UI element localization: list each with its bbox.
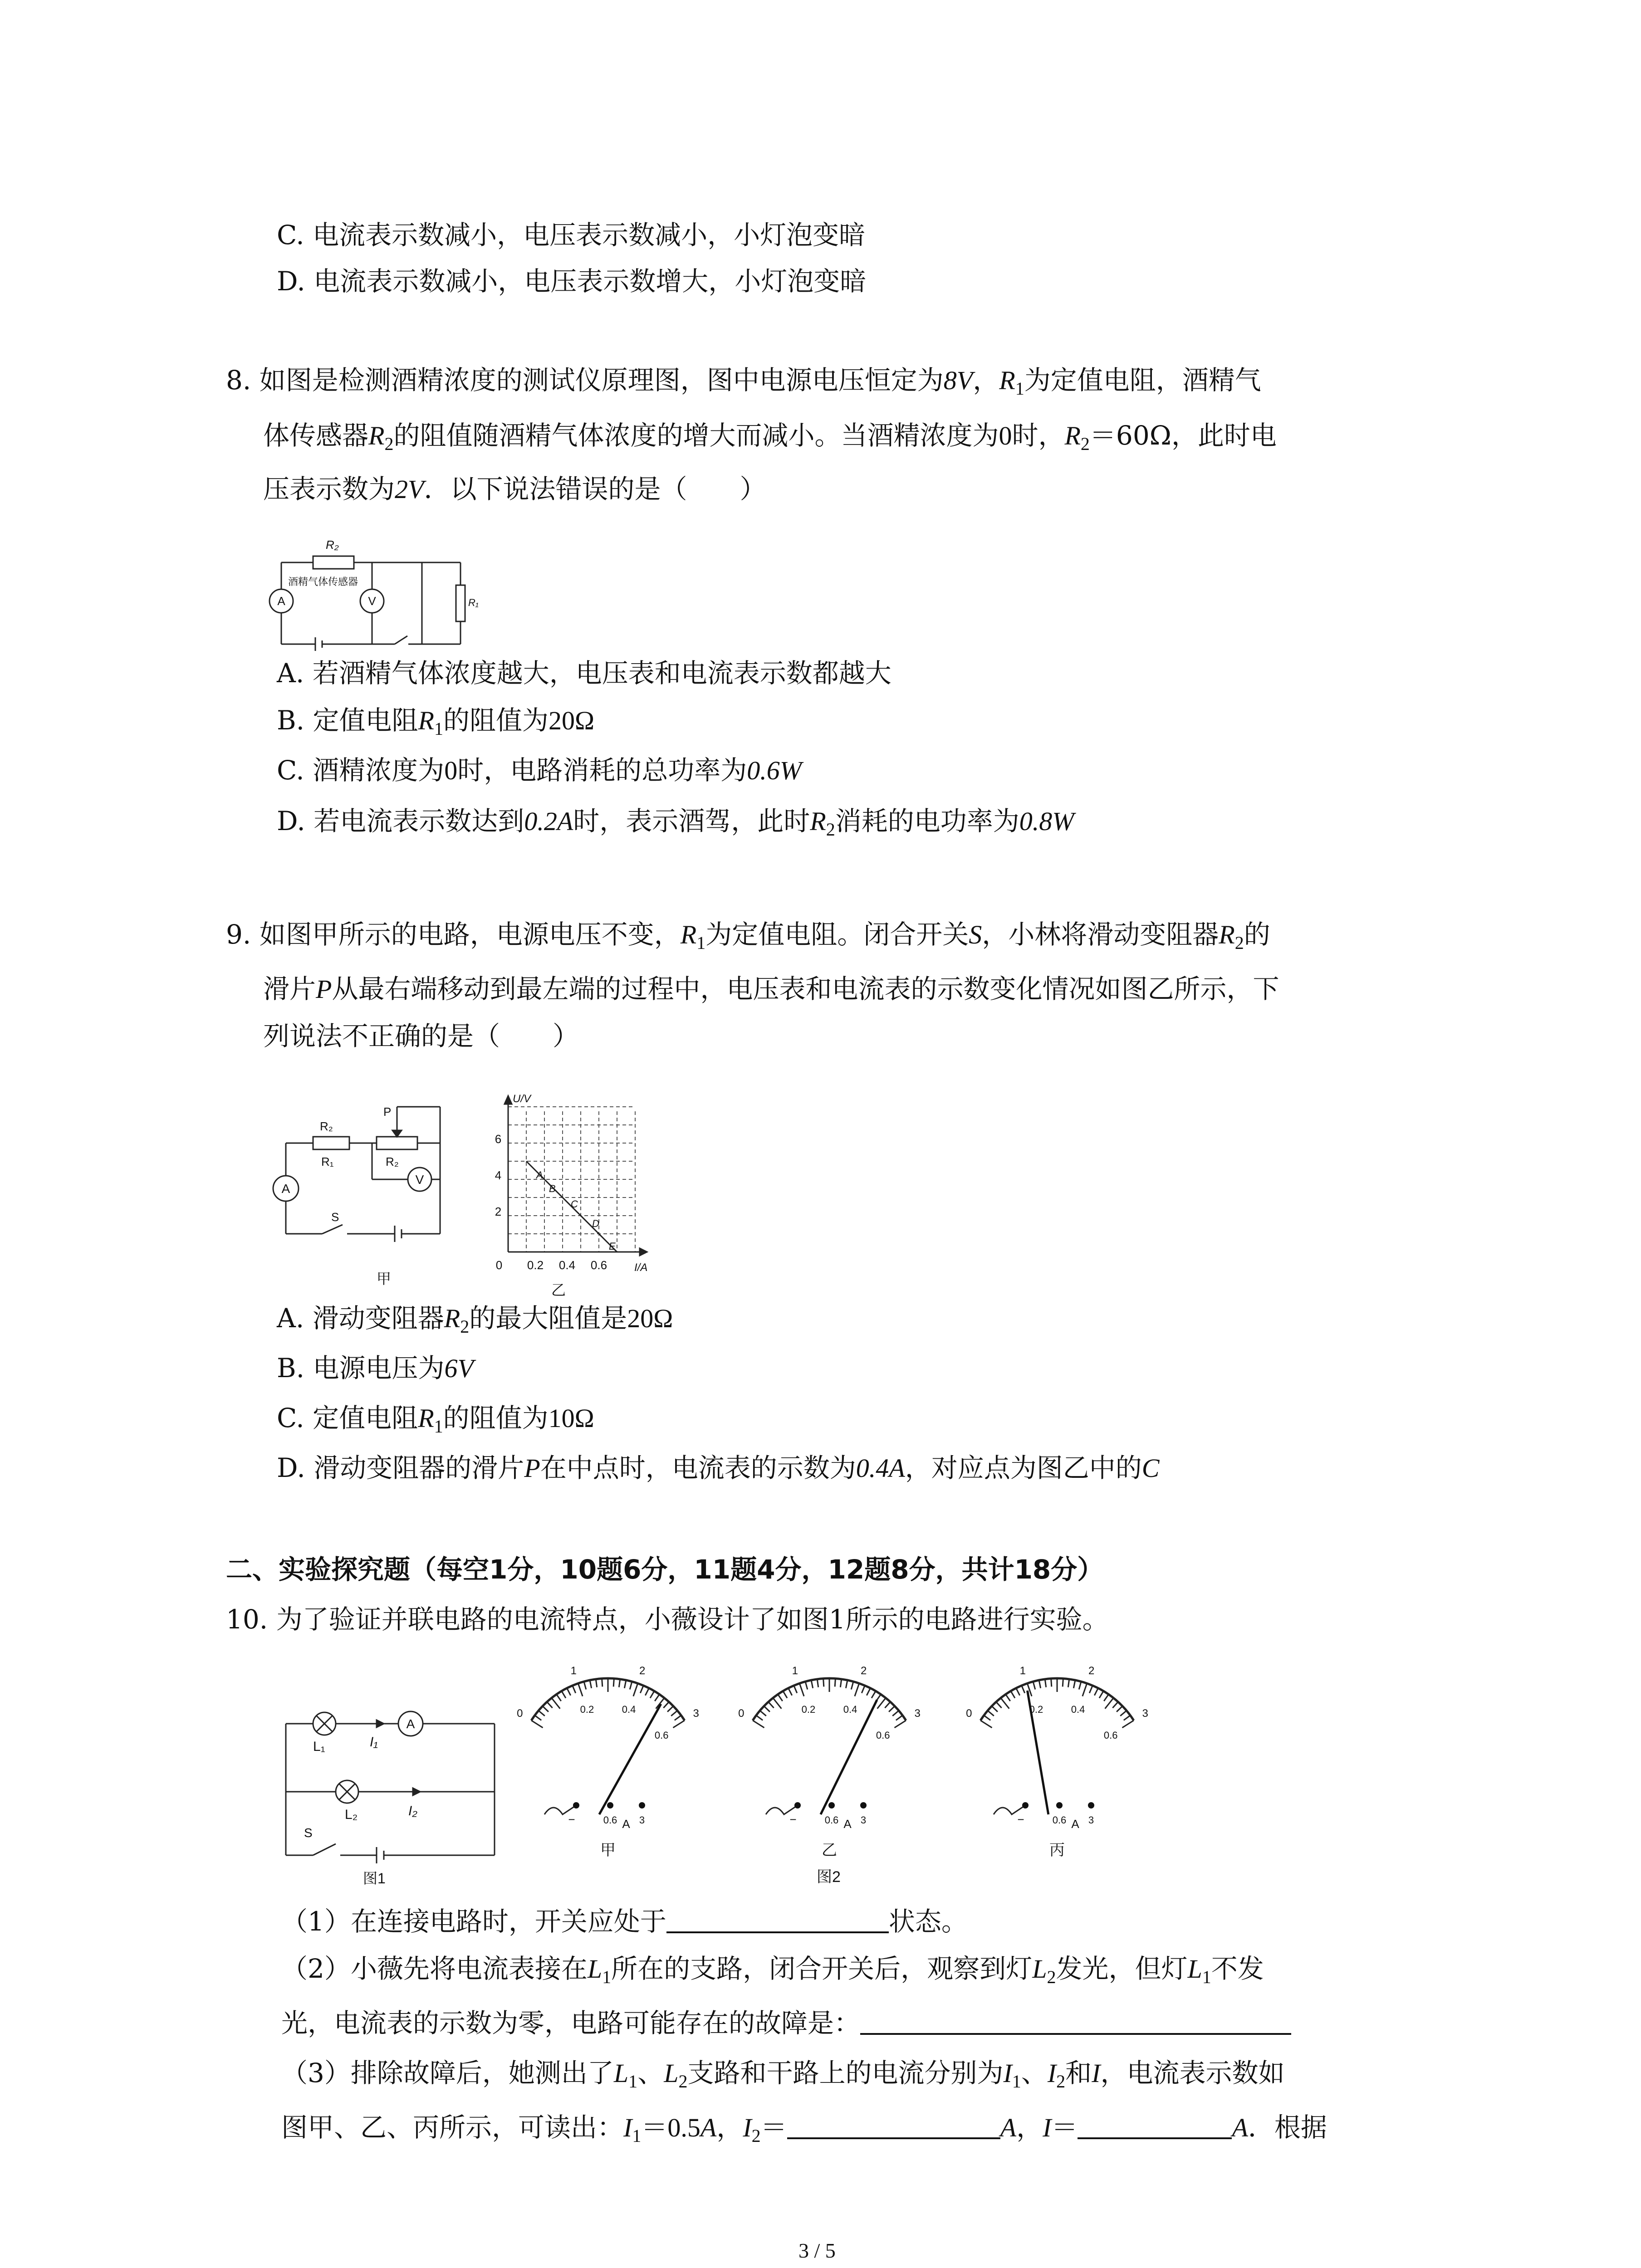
dial-tick [1099,1691,1103,1698]
dial-tick [896,1716,903,1721]
q10-fig1-l2-label: L₂ [345,1807,358,1822]
q9-graph-point-a: A [536,1169,543,1181]
dial-tick [1068,1679,1069,1687]
dial-tick [851,1681,853,1689]
dial-needle [599,1704,661,1814]
dial-tick [1033,1681,1035,1689]
terminal-minus [1022,1802,1029,1809]
q9-graph-xtick-06: 0.6 [590,1258,607,1272]
dial-tick [1006,1694,1010,1701]
dial-tick [596,1679,597,1687]
q10-part3-line2: 图甲、乙、丙所示，可读出：$I_1=0.5A$，$I_2= A$，I＝ A．根据 [281,2112,1327,2146]
dial-tick [640,1686,643,1693]
q10-ammeter-dial [531,1678,685,1814]
dial-outer-label: 1 [792,1664,798,1677]
q8-fig-voltmeter-label: V [368,594,376,608]
q10-fig1-l1-label: L₁ [313,1739,325,1754]
dial-tick [602,1678,603,1686]
q9-fig-r2-label: R₂ [386,1155,399,1168]
terminal-06 [828,1802,835,1809]
q7-option-c: C. 电流表示数减小，电压表示数减小，小灯泡变暗 [277,220,866,250]
dial-tick [1112,1702,1118,1708]
dial-tick [1022,1686,1025,1693]
dial-tick [557,1694,561,1701]
dial-tick [1045,1679,1046,1687]
q10-meter-bing-caption: 丙 [1049,1842,1065,1859]
terminal-3 [639,1802,645,1809]
terminal-3 [860,1802,867,1809]
dial-tick [1001,1698,1009,1709]
dial-outer-label: 2 [639,1664,646,1677]
dial-tick [590,1680,592,1688]
q10-figure1-circuit [277,1696,504,1887]
q8-fig-r1-label: R₁ [468,597,479,608]
dial-tick [584,1681,586,1689]
dial-tick [552,1698,560,1709]
q9-graph-ylabel: U/V [513,1093,531,1105]
dial-tick [624,1680,626,1688]
dial-inner-label: 0.4 [843,1703,857,1715]
dial-tick [633,1683,638,1696]
dial-outer-label: 0 [517,1707,523,1720]
q9-circuit-diagram-jia [263,1098,454,1288]
dial-tick [811,1680,813,1688]
q9-stem-line2: 滑片P从最右端移动到最左端的过程中，电压表和电流表的示数变化情况如图乙所示，下 [263,973,1279,1004]
q10-ammeter-dial [980,1678,1134,1814]
dial-tick [1073,1680,1075,1688]
terminal-3-label: 3 [639,1814,645,1826]
dial-tick [778,1694,783,1701]
q10-figure2-meters [504,1660,1211,1860]
dial-tick [984,1716,991,1721]
q9-graph-xlabel: I/A [634,1261,648,1274]
q9-graph-yi [490,1089,671,1302]
dial-inner-label: 0.4 [1071,1703,1085,1715]
dial-tick [1083,1683,1087,1696]
dial-tick [996,1702,1002,1708]
dial-inner-label: 0.6 [654,1729,669,1741]
q8-fig-sensor-label: 酒精气体传感器 [288,576,358,587]
q9-fig-ammeter-label: A [281,1182,290,1196]
dial-inner-label: 0.6 [876,1729,890,1741]
dial-tick [895,1721,906,1728]
q8-fig-ammeter-label: A [277,594,285,608]
dial-tick [1051,1678,1052,1686]
dial-tick [817,1679,818,1687]
q9-graph-ytick-4: 4 [495,1168,502,1182]
dial-tick [619,1679,620,1687]
q9-fig-voltmeter-label: V [415,1173,424,1187]
dial-tick [655,1694,659,1701]
dial-inner-label: 0.2 [801,1703,816,1715]
q8-stem-line1: 8. 如图是检测酒精浓度的测试仪原理图，图中电源电压恒定为8V，$R_1$为定值电阻，酒精气 [226,365,1261,399]
dial-tick [650,1691,654,1698]
dial-tick [671,1711,677,1716]
q9-graph-ytick-2: 2 [495,1205,502,1218]
dial-tick [547,1702,553,1708]
dial-tick [789,1688,792,1696]
section-2-heading: 二、实验探究题（每空1分，10题6分，11题4分，12题8分，共计18分） [226,1554,1104,1585]
dial-tick [783,1691,787,1698]
q8-option-c: C. 酒精浓度为0时，电路消耗的总功率为0.6W [277,755,802,786]
q8-stem-line2: 体传感器$R_2$的阻值随酒精气体浓度的增大而减小。当酒精浓度为0时，$R_2=60\Omega$，此时电 [263,420,1277,454]
q9-graph-ytick-6: 6 [495,1132,502,1146]
terminal-unit-label: A [843,1817,852,1831]
terminal-minus [794,1802,801,1809]
q9-graph-point-b: B [549,1183,556,1194]
dial-outer-label: 2 [860,1664,867,1677]
q9-fig-s-label: S [331,1210,339,1224]
q9-fig-yi-caption: 乙 [551,1282,566,1298]
terminal-3 [1088,1802,1094,1809]
dial-tick [1089,1686,1092,1693]
dial-tick [1079,1681,1081,1689]
q10-ammeter-dial [753,1678,906,1814]
q8-fig-r2-label: R₂ [326,538,339,552]
q9-graph-point-e: E [609,1241,616,1252]
dial-outer-label: 1 [1019,1664,1026,1677]
q10-part3-line1: （3）排除故障后，她测出了$L_1$、$L_2$支路和干路上的电流分别为$I_1$、$I_2$和I，电流表示数如 [281,2058,1285,2092]
dial-tick [885,1702,890,1708]
dial-tick [675,1716,681,1721]
dial-tick [1016,1688,1020,1696]
terminal-minus-label: − [1017,1813,1024,1826]
dial-outer-label: 0 [966,1707,972,1720]
dial-outer-label: 3 [914,1707,921,1720]
dial-tick [980,1721,992,1728]
q10-part1-blank[interactable] [666,1906,889,1933]
dial-tick [756,1716,763,1721]
q9-graph-xtick-04: 0.4 [558,1258,576,1272]
dial-inner-label: 0.6 [1103,1729,1118,1741]
q10-fig1-s-label: S [304,1826,313,1840]
terminal-minus-label: − [789,1813,797,1826]
dial-tick [535,1716,542,1721]
dial-tick [846,1680,847,1688]
dial-outer-label: 3 [693,1707,699,1720]
dial-tick [753,1721,764,1728]
q9-option-b: B. 电源电压为6V [277,1353,474,1383]
dial-tick [1117,1706,1122,1711]
q9-fig-r1-label: R₁ [321,1155,334,1168]
dial-tick [1039,1680,1041,1688]
dial-tick [562,1691,566,1698]
dial-tick [1011,1691,1015,1698]
dial-tick [992,1706,998,1711]
dial-tick [1120,1711,1127,1716]
q9-option-c: C. 定值电阻$R_1$的阻值为10Ω [277,1403,594,1437]
dial-tick [823,1678,824,1686]
q8-option-a: A. 若酒精气体浓度越大，电压表和电流表示数都越大 [277,658,892,689]
q9-option-d: D. 滑动变阻器的滑片P在中点时，电流表的示数为0.4A，对应点为图乙中的C [277,1452,1160,1483]
dial-needle [821,1700,877,1814]
dial-tick [862,1686,865,1693]
terminal-06-label: 0.6 [1052,1814,1067,1826]
dial-outer-label: 1 [570,1664,577,1677]
dial-tick [567,1688,571,1696]
dial-tick [531,1721,543,1728]
q9-graph-point-c: C [571,1198,578,1210]
terminal-06-label: 0.6 [603,1814,617,1826]
q9-graph-point-d: D [592,1218,599,1229]
dial-outer-label: 0 [738,1707,745,1720]
dial-tick [539,1711,545,1716]
dial-tick [794,1686,797,1693]
q10-intro: 10. 为了验证并联电路的电流特点，小薇设计了如图1所示的电路进行实验。 [226,1604,1109,1635]
dial-tick [877,1698,886,1709]
q9-graph-xtick-0: 0 [495,1258,503,1272]
q10-part2-line1: （2）小薇先将电流表接在$L_1$所在的支路，闭合开关后，观察到灯$L_2$发光，但灯$L_1$不发 [281,1953,1264,1987]
dial-tick [769,1702,774,1708]
q10-figure2-caption: 图2 [817,1868,841,1886]
q10-part2-blank[interactable] [860,2008,1291,2035]
q8-option-d: D. 若电流表示数达到0.2A时，表示酒驾，此时$R_2$消耗的电功率为0.8W [277,806,1074,840]
q10-i2-blank[interactable] [787,2112,1000,2139]
dial-tick [760,1711,766,1716]
dial-tick [1094,1688,1098,1696]
q10-fig1-i2-label: I₂ [408,1804,417,1818]
dial-tick [855,1683,859,1696]
dial-tick [988,1711,994,1716]
q7-option-d: D. 电流表示数减小，电压表示数增大，小灯泡变暗 [277,266,867,297]
dial-tick [872,1691,876,1698]
dial-tick [667,1706,673,1711]
dial-tick [773,1698,782,1709]
dial-outer-label: 3 [1142,1707,1148,1720]
dial-tick [673,1721,685,1728]
q9-stem-line1: 9. 如图甲所示的电路，电源电压不变，$R_1$为定值电阻。闭合开关S，小林将滑动变阻器$R_2$的 [226,919,1270,953]
q8-circuit-diagram [272,522,479,653]
dial-tick [630,1681,632,1689]
q10-part1: （1）在连接电路时，开关应处于 状态。 [281,1906,968,1937]
dial-tick [840,1679,841,1687]
terminal-06 [1056,1802,1063,1809]
q10-fig1-caption: 图1 [363,1870,386,1887]
terminal-minus-label: − [568,1813,575,1826]
dial-tick [543,1706,549,1711]
q9-fig-jia-caption: 甲 [377,1271,392,1287]
terminal-06-label: 0.6 [824,1814,839,1826]
dial-tick [1124,1716,1131,1721]
dial-tick [573,1686,576,1693]
dial-tick [867,1688,870,1696]
dial-tick [1104,1694,1108,1701]
dial-outer-label: 2 [1088,1664,1095,1677]
dial-tick [889,1706,895,1711]
dial-inner-label: 0.2 [580,1703,594,1715]
dial-inner-label: 0.4 [622,1703,636,1715]
q9-fig-r2-top-label: R₂ [320,1119,333,1133]
terminal-minus [573,1802,579,1809]
q9-option-a: A. 滑动变阻器$R_2$的最大阻值是20Ω [277,1303,673,1337]
dial-tick [1105,1698,1114,1709]
page-number: 3 / 5 [798,2239,836,2262]
q9-fig-p-label: P [383,1105,392,1119]
q10-meter-jia-caption: 甲 [600,1842,616,1859]
q8-option-b: B. 定值电阻$R_1$的阻值为20Ω [277,705,595,739]
dial-tick [645,1688,649,1696]
q9-stem-line3: 列说法不正确的是（ ） [263,1021,579,1051]
q9-graph-xtick-02: 0.2 [527,1258,544,1272]
dial-tick [663,1702,669,1708]
dial-tick [1122,1721,1134,1728]
terminal-06 [607,1802,613,1809]
dial-tick [892,1711,899,1716]
terminal-unit-label: A [622,1817,630,1831]
q10-i-blank[interactable] [1078,2112,1232,2139]
dial-tick [764,1706,770,1711]
terminal-3-label: 3 [1088,1814,1094,1826]
q10-fig1-ammeter-label: A [406,1717,415,1731]
q10-part2-line2: 光，电流表的示数为零，电路可能存在的故障是： [281,2005,1291,2041]
dial-tick [799,1683,804,1696]
q10-fig1-i1-label: I₁ [370,1735,378,1750]
dial-inner-label: 0.2 [1029,1703,1043,1715]
dial-tick [613,1678,614,1686]
q10-meter-yi-caption: 乙 [822,1842,837,1859]
terminal-3-label: 3 [860,1814,867,1826]
terminal-unit-label: A [1071,1817,1079,1831]
dial-tick [578,1683,583,1696]
dial-tick [805,1681,808,1689]
q8-stem-line3: 压表示数为2V．以下说法错误的是（ ） [263,474,766,504]
